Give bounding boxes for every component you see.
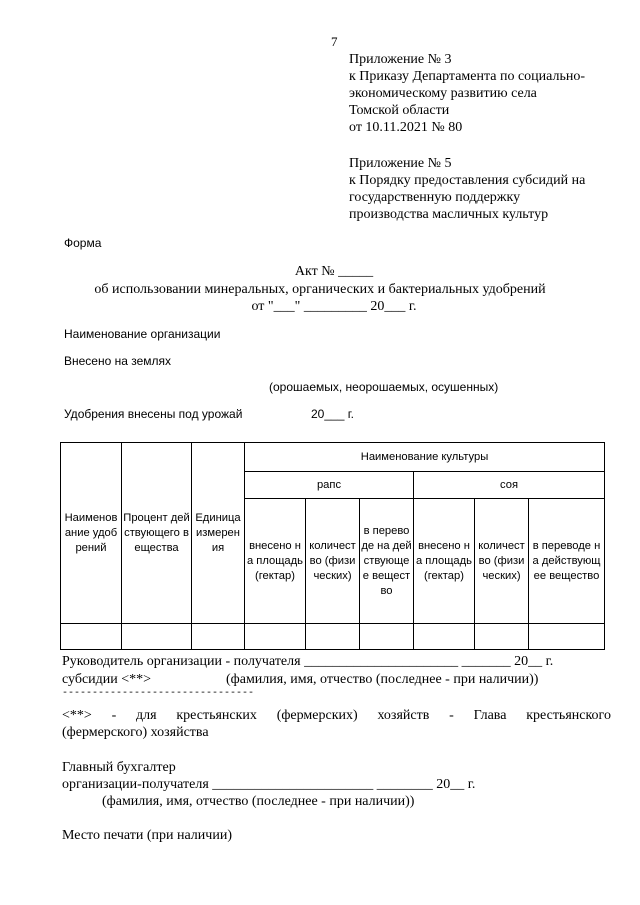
annex-3-line: к Приказу Департамента по социально- (349, 69, 586, 84)
annex-5-line: производства масличных культур (349, 207, 549, 222)
accountant-line2: организации-получателя _______________________ ________ 20__ г. (62, 777, 476, 792)
footnote-word: - (449, 708, 454, 723)
table-cell (245, 624, 306, 650)
annex-5-line: к Порядку предоставления субсидий на (349, 173, 586, 188)
act-date: от "___" _________ 20___ г. (251, 299, 417, 314)
footnote-divider: -------------------------------- (62, 688, 255, 699)
form-label: Форма (64, 236, 102, 250)
col-header-unit-text: Единица измерения (195, 511, 241, 554)
sub-header-qty-soy-text: количество (физических) (478, 539, 525, 582)
crop-soy-header: соя (414, 472, 605, 499)
annex-3-line: Томской области (349, 103, 450, 118)
annex-5-line: государственную поддержку (349, 190, 521, 205)
footnote-word: (фермерских) (276, 708, 358, 723)
table-cell (122, 624, 192, 650)
sub-header-area-soy (414, 499, 475, 624)
signature-head-line2-right: (фамилия, имя, отчество (последнее - при наличии)) (226, 672, 539, 687)
table-cell (360, 624, 414, 650)
signature-head-line2-left: субсидии <**> (62, 672, 152, 687)
accountant-hint: (фамилия, имя, отчество (последнее - при наличии)) (102, 794, 415, 809)
table-cell (192, 624, 245, 650)
table-cell (414, 624, 475, 650)
col-header-unit (192, 443, 245, 624)
fertilizer-table (60, 442, 605, 650)
harvest-label: Удобрения внесены под урожай (64, 407, 243, 421)
col-header-percent-text: Процент действующего вещества (123, 511, 190, 554)
act-title: Акт № _____ (294, 264, 374, 279)
table-cell (306, 624, 360, 650)
col-header-percent (122, 443, 192, 624)
footnote-word: крестьянских (176, 708, 257, 723)
sub-header-area-rapeseed-text: внесено на площадь (гектар) (246, 539, 304, 582)
page-number: 7 (331, 34, 338, 49)
footnote-word: - (111, 708, 117, 723)
table-row (61, 624, 605, 650)
annex-3-block (349, 51, 585, 136)
annex-5-block (349, 155, 585, 223)
sub-header-active-soy-text: в переводе на действующее вещество (532, 539, 601, 582)
sub-header-active-rapeseed-text: в переводе на действующее вещество (361, 524, 412, 597)
crop-header: Наименование культуры (245, 443, 605, 472)
crop-rapeseed-header: рапс (245, 472, 414, 499)
sub-header-active-soy (529, 499, 605, 624)
sub-header-active-rapeseed (360, 499, 414, 624)
col-header-fertilizer-text: Наименование удобрений (64, 511, 118, 554)
act-subtitle: об использовании минеральных, органических и бактериальных удобрений (94, 282, 546, 297)
annex-3-line: Приложение № 3 (349, 52, 452, 67)
sub-header-qty-soy (475, 499, 529, 624)
lands-label: Внесено на землях (64, 354, 172, 368)
harvest-year: 20___ г. (311, 407, 354, 421)
table-cell (475, 624, 529, 650)
footnote-line1 (62, 707, 611, 724)
seal-label: Место печати (при наличии) (62, 828, 232, 843)
annex-5-line: Приложение № 5 (349, 156, 452, 171)
annex-3-line: от 10.11.2021 № 80 (349, 120, 463, 135)
footnote-word: крестьянского (526, 708, 611, 723)
sub-header-qty-rapeseed (306, 499, 360, 624)
sub-header-qty-rapeseed-text: количество (физических) (309, 539, 356, 582)
footnote-word: Глава (473, 708, 507, 723)
sub-header-area-soy-text: внесено на площадь (гектар) (415, 539, 473, 582)
footnote-word: для (136, 708, 157, 723)
org-name-label: Наименование организации (64, 327, 221, 341)
annex-3-line: экономическому развитию села (349, 86, 537, 101)
footnote-word: хозяйств (377, 708, 430, 723)
lands-hint: (орошаемых, неорошаемых, осушенных) (269, 380, 499, 394)
sub-header-area-rapeseed (245, 499, 306, 624)
table-cell (529, 624, 605, 650)
col-header-fertilizer (61, 443, 122, 624)
footnote-line2: (фермерского) хозяйства (62, 725, 209, 740)
signature-head-line1: Руководитель организации - получателя ______________________ _______ 20__ г. (62, 654, 554, 669)
accountant-line1: Главный бухгалтер (62, 760, 176, 775)
table-cell (61, 624, 122, 650)
footnote-marker: <**> (62, 708, 92, 723)
